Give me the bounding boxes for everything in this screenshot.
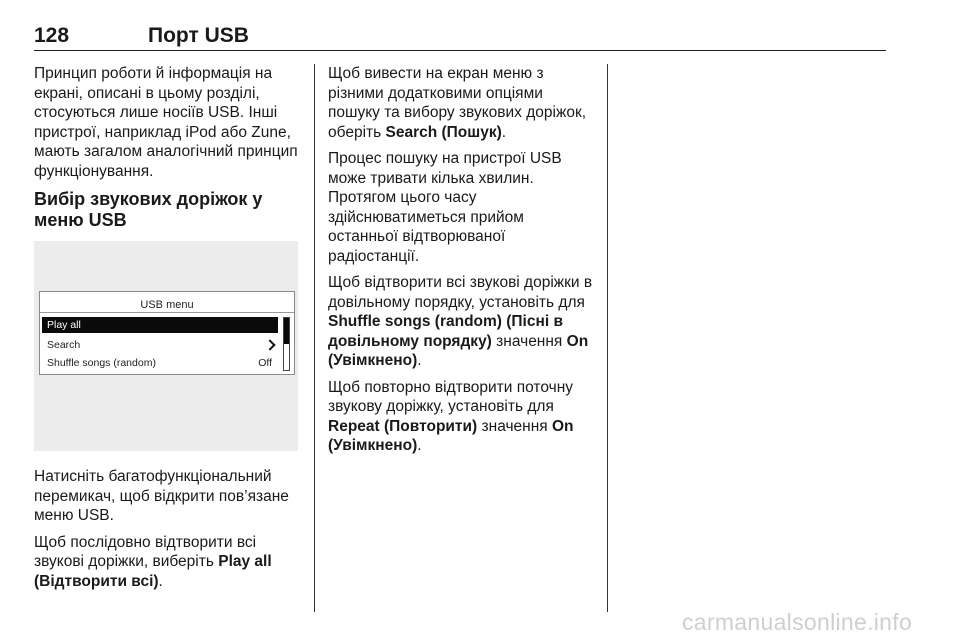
menu-item-search[interactable] [42, 337, 278, 353]
bold-term: Shuffle songs (random) (Пісні в довільному порядку) [328, 313, 563, 350]
usb-menu-title: USB menu [140, 299, 194, 311]
menu-divider [40, 312, 294, 313]
text: Щоб повторно відтворити поточну звукову доріжку, установіть для [328, 378, 574, 415]
page-number: 128 [34, 24, 70, 47]
column-divider [607, 64, 608, 612]
text: значення [491, 332, 567, 350]
usb-menu-screen [39, 291, 295, 375]
menu-item-value: Off [258, 357, 272, 369]
bold-term: Search (Пошук) [385, 123, 502, 141]
menu-item-label: Play all [47, 319, 81, 331]
text: . [501, 123, 507, 141]
menu-item-play-all[interactable] [42, 317, 278, 333]
text: Щоб вивести на екран меню з різними додатковими опціями пошуку та вибору звукових доріжок, оберіть [328, 65, 587, 141]
scrollbar-thumb[interactable] [284, 318, 289, 344]
menu-scrollbar[interactable] [283, 317, 290, 371]
paragraph [328, 64, 596, 142]
menu-item-label: Shuffle songs (random) [47, 357, 156, 369]
watermark: carmanualsonline.info [682, 609, 913, 635]
column-middle [328, 64, 596, 463]
bold-term: Repeat (Повторити) [328, 417, 478, 435]
paragraph [328, 273, 596, 371]
text: . [158, 572, 163, 590]
text: значення [477, 417, 552, 435]
page-title: Порт USB [148, 24, 249, 47]
paragraph [328, 378, 596, 456]
bold-term: On (Увімкнено) [328, 332, 589, 369]
menu-item-label: Search [47, 339, 81, 351]
bold-term: Play all (Відтворити всі) [34, 553, 272, 590]
text: . [417, 352, 422, 369]
text: Щоб послідовно відтворити всі звукові доріжки, виберіть [34, 533, 257, 570]
page-header [34, 24, 886, 51]
paragraph [34, 533, 306, 592]
paragraph: Процес пошуку на пристрої USB може тривати кілька хвилин. Протягом цього часу здійснюватиметься прийом останньої відтворюваної радіостанції. [328, 150, 562, 265]
intro-paragraph: Принцип роботи й інформація на екрані, описані в цьому розділі, стосуються лише носіїв USB. Інші пристрої, наприклад iPod або Zune, мають загалом аналогічний принцип функціонування. [34, 65, 298, 180]
paragraph: Натисніть багатофункціональний перемикач, щоб відкрити пов’язане меню USB. [34, 468, 289, 524]
column-divider [314, 64, 315, 612]
chevron-right-icon [264, 339, 275, 350]
bold-term: On (Увімкнено) [328, 417, 574, 454]
section-heading: Вибір звукових доріжок у меню USB [34, 189, 263, 230]
usb-menu-illustration [34, 241, 298, 451]
column-left [34, 64, 306, 598]
menu-item-shuffle[interactable] [42, 355, 278, 371]
text: . [417, 437, 422, 454]
text: Щоб відтворити всі звукові доріжки в довільному порядку, установіть для [328, 274, 593, 311]
